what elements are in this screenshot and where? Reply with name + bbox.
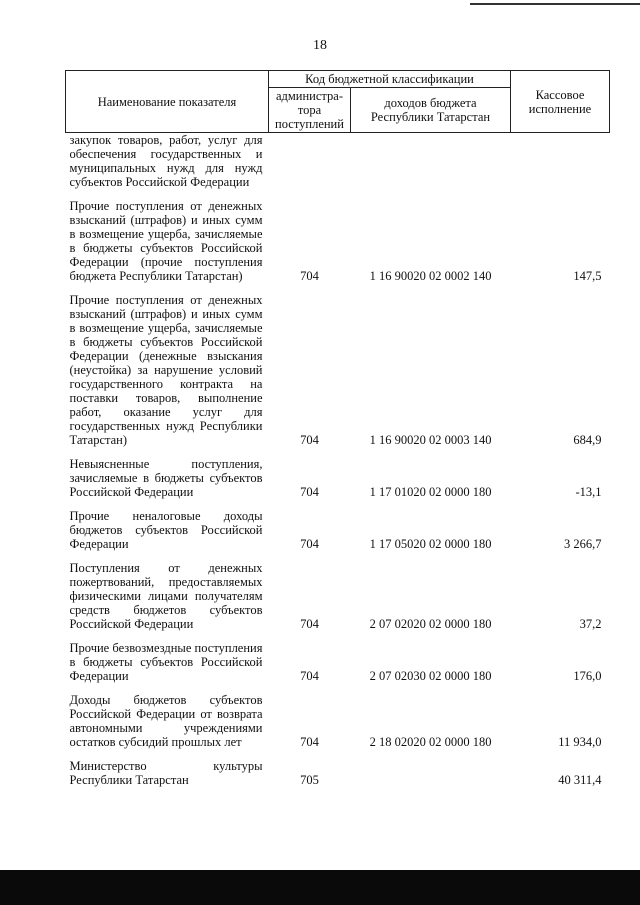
row-amount: 37,2	[579, 617, 602, 631]
header-admin: администра-тора поступлений	[269, 88, 351, 133]
table-row	[66, 509, 610, 561]
row-admin: 704	[300, 537, 319, 551]
row-name: Невыясненные поступления, зачисляемые в бюджеты субъектов Российской Федерации	[69, 457, 263, 499]
header-execution: Кассовое исполнение	[511, 71, 610, 133]
row-name: Поступления от денежных пожертвований, предоставляемых физическими лицами получателям средств бюджетов субъектов Российской Федерации	[69, 561, 263, 631]
row-name: закупок товаров, работ, услуг для обеспечения государственных и муниципальных нужд для нужд субъектов Российской Федерации	[69, 133, 263, 189]
row-code: 2 07 02020 02 0000 180	[369, 617, 492, 631]
row-name: Прочие поступления от денежных взысканий (штрафов) и иных сумм в возмещение ущерба, зачисляемые в бюджеты субъектов Российской Федерации (прочие поступления бюджета Республики Татарстан)	[69, 199, 263, 283]
table-row	[66, 133, 610, 200]
row-admin: 704	[300, 433, 319, 447]
row-admin: 704	[300, 735, 319, 749]
row-amount	[511, 133, 610, 200]
table-row	[66, 293, 610, 457]
row-name: Прочие поступления от денежных взысканий (штрафов) и иных сумм в возмещение ущерба, зачисляемые в бюджеты субъектов Российской Федерации (денежные взыскания (неустойка) за нарушение условий государственного контракта на поставки товаров, выполнение работ, оказание услуг для государственных нужд Республики Татарстан)	[69, 293, 263, 447]
row-admin: 704	[300, 269, 319, 283]
row-amount: 11 934,0	[558, 735, 602, 749]
table-row	[66, 759, 610, 797]
row-admin: 704	[300, 485, 319, 499]
table-row	[66, 199, 610, 293]
row-code: 2 18 02020 02 0000 180	[369, 735, 492, 749]
row-code: 1 16 90020 02 0002 140	[369, 269, 492, 283]
table-row	[66, 693, 610, 759]
header-name: Наименование показателя	[66, 71, 269, 133]
header-income: доходов бюджета Республики Татарстан	[351, 88, 511, 133]
row-code: 1 17 05020 02 0000 180	[369, 537, 492, 551]
row-amount: 176,0	[573, 669, 602, 683]
row-admin: 705	[300, 773, 319, 787]
row-code: 1 16 90020 02 0003 140	[369, 433, 492, 447]
row-name: Прочие безвозмездные поступления в бюджеты субъектов Российской Федерации	[69, 641, 263, 683]
table-row	[66, 457, 610, 509]
table-row	[66, 561, 610, 641]
row-admin: 704	[300, 669, 319, 683]
row-code	[351, 759, 511, 797]
row-code: 1 17 01020 02 0000 180	[369, 485, 492, 499]
top-rule	[470, 3, 640, 5]
row-amount: 147,5	[573, 269, 602, 283]
row-name: Доходы бюджетов субъектов Российской Федерации от возврата автономными учреждениями остатков субсидий прошлых лет	[69, 693, 263, 749]
row-admin	[269, 133, 351, 200]
row-name: Прочие неналоговые доходы бюджетов субъектов Российской Федерации	[69, 509, 263, 551]
budget-table	[65, 70, 610, 797]
row-name: Министерство культуры Республики Татарстан	[69, 759, 263, 787]
page-number: 18	[313, 38, 327, 53]
row-admin: 704	[300, 617, 319, 631]
table-row	[66, 641, 610, 693]
row-amount: 40 311,4	[558, 773, 602, 787]
scan-bottom-border	[0, 870, 640, 905]
row-code	[351, 133, 511, 200]
row-code: 2 07 02030 02 0000 180	[369, 669, 492, 683]
row-amount: 3 266,7	[564, 537, 602, 551]
row-amount: 684,9	[573, 433, 602, 447]
row-amount: -13,1	[575, 485, 602, 499]
header-code-group: Код бюджетной классификации	[269, 71, 511, 88]
